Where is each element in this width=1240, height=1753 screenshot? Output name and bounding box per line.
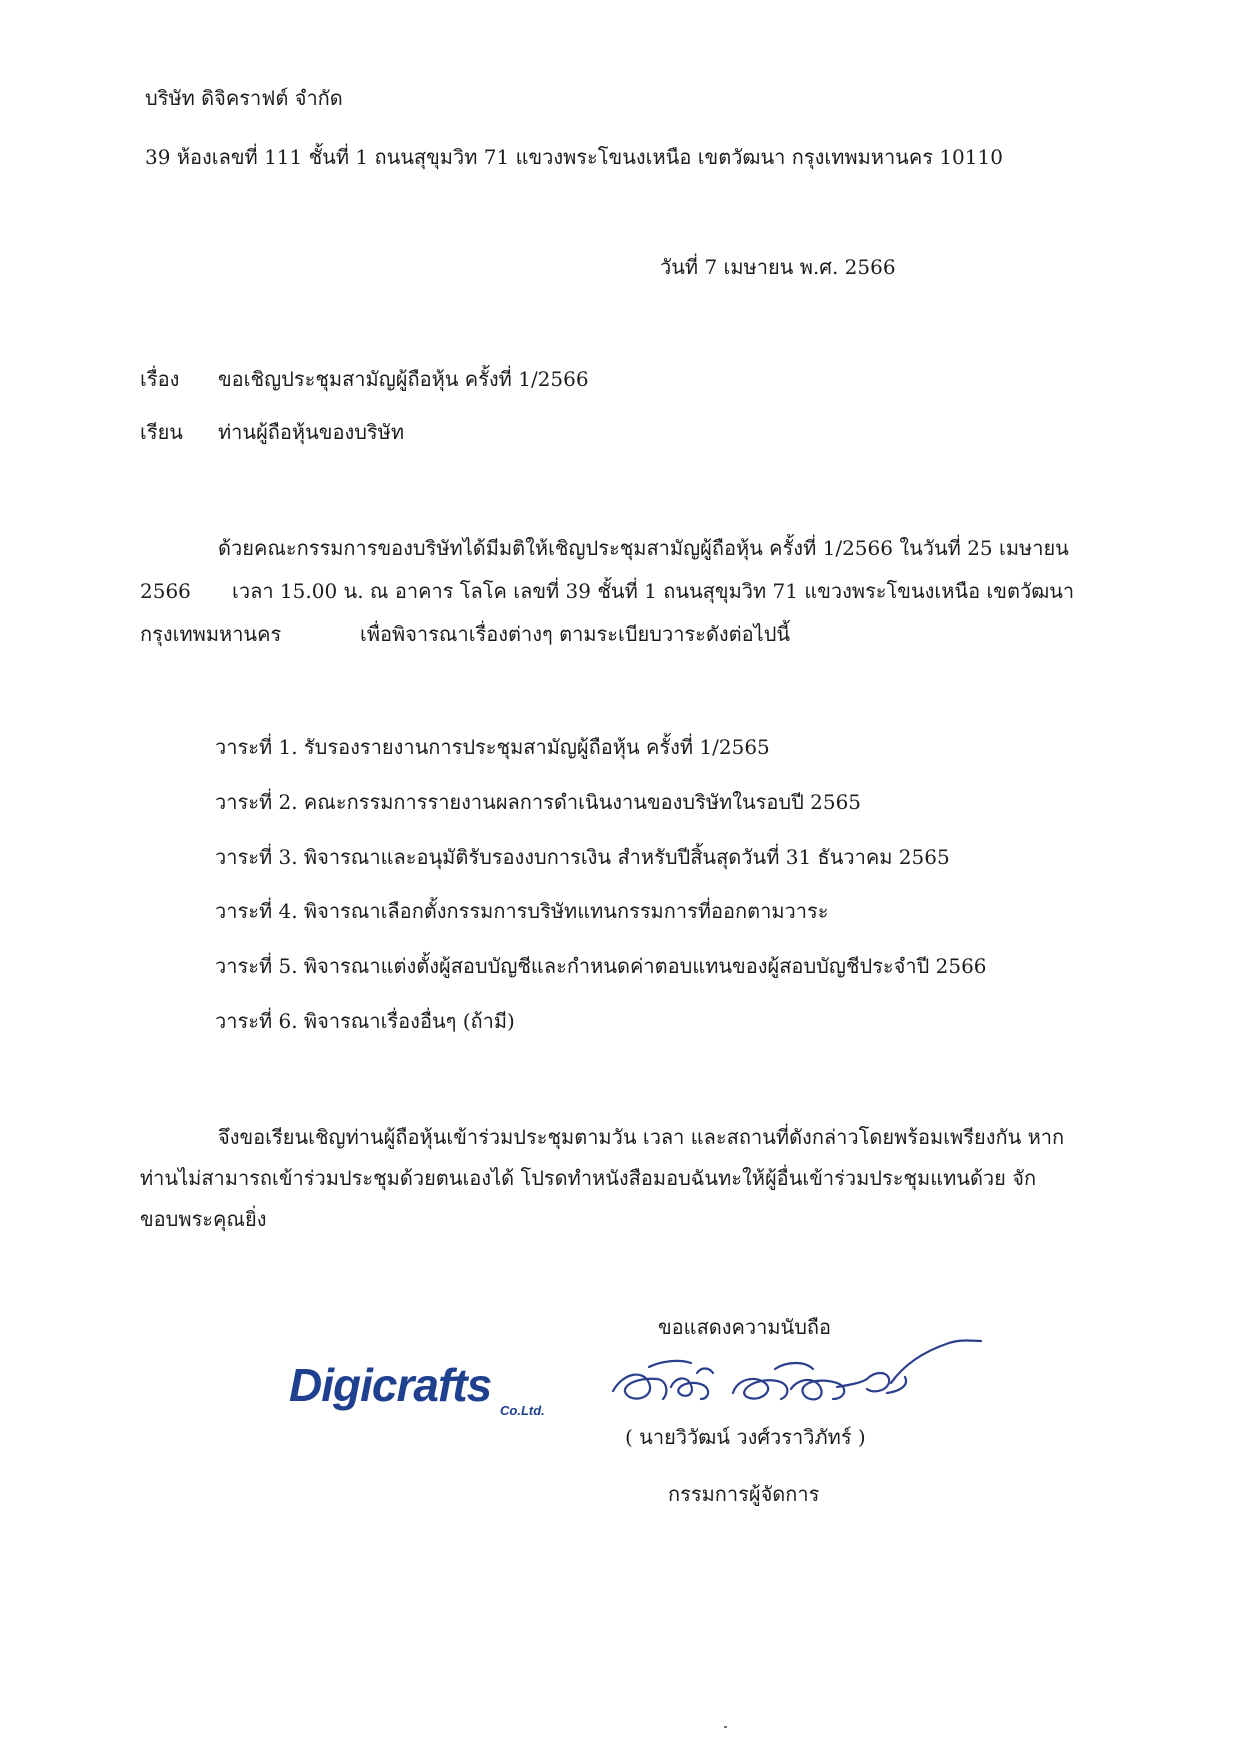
closing-paragraph-line: ขอบพระคุณยิ่ง	[140, 1207, 267, 1231]
agenda-item: วาระที่ 2. คณะกรรมการรายงานผลการดำเนินงานของบริษัทในรอบปี 2565	[215, 790, 862, 814]
subject-label: เรื่อง	[140, 367, 180, 391]
company-address: 39 ห้องเลขที่ 111 ชั้นที่ 1 ถนนสุขุมวิท 71 แขวงพระโขนงเหนือ เขตวัฒนา กรุงเทพมหานคร 10110	[145, 145, 1003, 169]
logo-suffix: Co.Ltd.	[500, 1403, 545, 1418]
agenda-item: วาระที่ 1. รับรองรายงานการประชุมสามัญผู้ถือหุ้น ครั้งที่ 1/2565	[215, 735, 770, 759]
intro-paragraph-line: ด้วยคณะกรรมการของบริษัทได้มีมติให้เชิญประชุมสามัญผู้ถือหุ้น ครั้งที่ 1/2566 ในวันที่ 25 เมษายน	[218, 536, 1069, 560]
agenda-item: วาระที่ 5. พิจารณาแต่งตั้งผู้สอบบัญชีและกำหนดค่าตอบแทนของผู้สอบบัญชีประจำปี 2566	[215, 954, 987, 978]
agenda-item: วาระที่ 4. พิจารณาเลือกตั้งกรรมการบริษัทแทนกรรมการที่ออกตามวาระ	[215, 899, 829, 923]
addressee-label: เรียน	[140, 420, 183, 444]
addressee-value: ท่านผู้ถือหุ้นของบริษัท	[218, 420, 405, 444]
intro-paragraph-line: 2566	[140, 579, 191, 603]
intro-paragraph-line: เพื่อพิจารณาเรื่องต่างๆ ตามระเบียบวาระดังต่อไปนี้	[360, 622, 791, 646]
agenda-item: วาระที่ 6. พิจารณาเรื่องอื่นๆ (ถ้ามี)	[215, 1009, 515, 1033]
intro-paragraph-line: เวลา 15.00 น. ณ อาคาร โลโค เลขที่ 39 ชั้นที่ 1 ถนนสุขุมวิท 71 แขวงพระโขนงเหนือ เขตวัฒนา	[232, 579, 1075, 603]
company-logo	[285, 1355, 575, 1420]
signer-title: กรรมการผู้จัดการ	[668, 1482, 820, 1506]
logo-wordmark: Digicrafts	[289, 1359, 492, 1411]
closing-phrase: ขอแสดงความนับถือ	[658, 1315, 832, 1339]
subject-value: ขอเชิญประชุมสามัญผู้ถือหุ้น ครั้งที่ 1/2566	[218, 367, 589, 391]
letter-date: วันที่ 7 เมษายน พ.ศ. 2566	[660, 255, 896, 279]
company-name: บริษัท ดิจิคราฟต์ จำกัด	[145, 86, 343, 110]
agenda-item: วาระที่ 3. พิจารณาและอนุมัติรับรองงบการเงิน สำหรับปีสิ้นสุดวันที่ 31 ธันวาคม 2565	[215, 845, 950, 869]
signer-name: ( นายวิวัฒน์ วงศ์วราวิภัทร์ )	[625, 1425, 866, 1449]
handwritten-signature	[605, 1333, 985, 1413]
intro-paragraph-line: กรุงเทพมหานคร	[140, 622, 282, 646]
closing-paragraph-line: ท่านไม่สามารถเข้าร่วมประชุมด้วยตนเองได้ โปรดทำหนังสือมอบฉันทะให้ผู้อื่นเข้าร่วมประชุมแทนด้วย จัก	[140, 1166, 1037, 1190]
scan-speck	[724, 1726, 727, 1728]
closing-paragraph-line: จึงขอเรียนเชิญท่านผู้ถือหุ้นเข้าร่วมประชุมตามวัน เวลา และสถานที่ดังกล่าวโดยพร้อมเพรียงกัน หาก	[218, 1125, 1065, 1149]
